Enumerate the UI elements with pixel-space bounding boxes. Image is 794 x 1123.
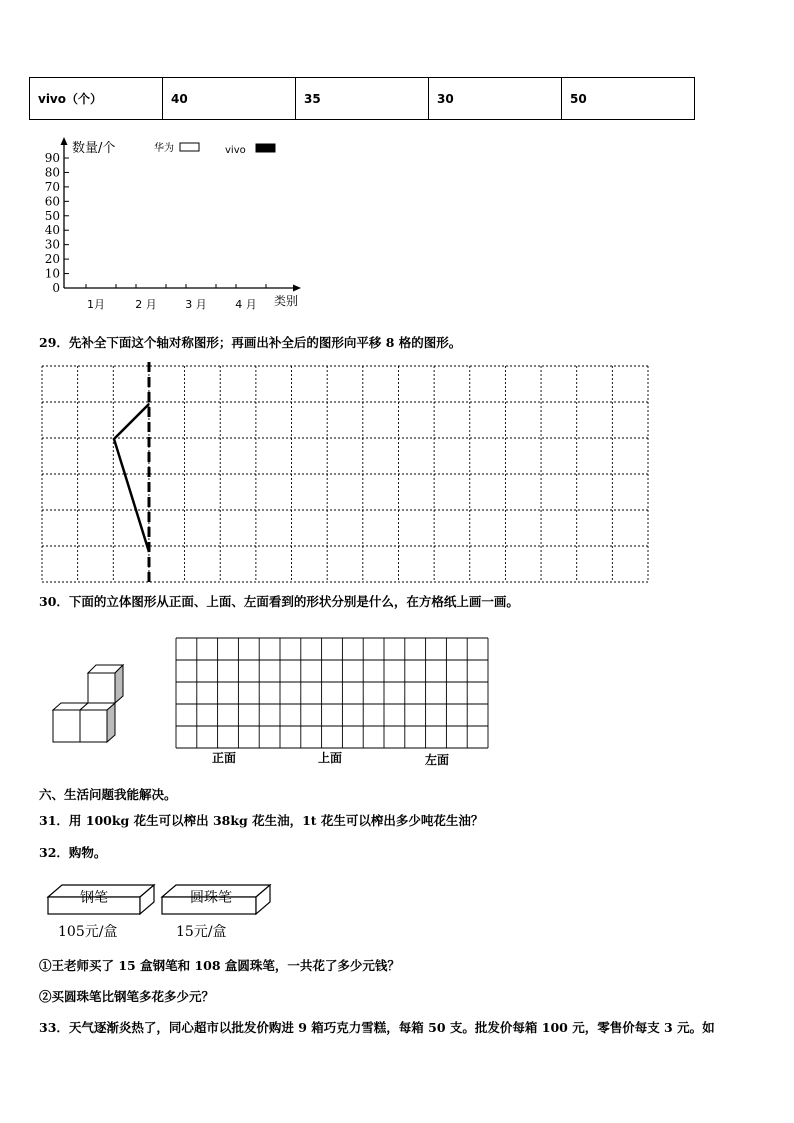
- question-32: 32．购物。: [39, 845, 107, 860]
- view-label-front: 正面: [212, 751, 237, 765]
- box-label-ballpen: 圆珠笔: [190, 890, 232, 906]
- question-31: 31．用 100kg 花生可以榨出 38kg 花生油，1t 花生可以榨出多少吨花生油？: [39, 813, 484, 828]
- table-cell: 30: [429, 78, 562, 120]
- legend-swatch-vivo: [256, 144, 275, 152]
- y-tick-label: 80: [44, 165, 60, 180]
- square-grid: [176, 638, 488, 748]
- view-label-top: 上面: [318, 751, 343, 765]
- x-category-label: 2 月: [135, 298, 157, 311]
- y-tick-label: 50: [44, 208, 60, 223]
- y-tick-label: 60: [44, 194, 60, 209]
- question-29: 29．先补全下面这个轴对称图形；再画出补全后的图形向平移 8 格的图形。: [39, 335, 462, 350]
- question-30: 30．下面的立体图形从正面、上面、左面看到的形状分别是什么，在方格纸上画一画。: [39, 594, 519, 609]
- x-axis-label: 类别: [274, 294, 299, 308]
- y-axis-arrow: [61, 137, 68, 145]
- legend-swatch-huawei: [180, 143, 199, 151]
- half-shape: [114, 404, 149, 552]
- views-grid: [174, 636, 490, 750]
- table-cell: 35: [296, 78, 429, 120]
- question-33: 33．天气逐渐炎热了，同心超市以批发价购进 9 箱巧克力雪糕，每箱 50 支。批发价每箱 100 元，零售价每支 3 元。如: [39, 1020, 715, 1035]
- y-tick-label: 10: [44, 266, 60, 281]
- price-pen: 105元/盒: [58, 924, 118, 940]
- x-category-label: 3 月: [185, 298, 207, 311]
- cube-solid-figure: [50, 660, 130, 744]
- empty-bar-chart: [30, 135, 330, 315]
- x-category-label: 1月: [87, 298, 105, 311]
- price-ballpen: 15元/盒: [176, 924, 227, 940]
- y-tick-label: 0: [52, 281, 60, 295]
- y-tick-label: 90: [44, 151, 60, 165]
- y-tick-label: 30: [44, 237, 60, 252]
- legend-label-vivo: vivo: [225, 145, 246, 156]
- table-row: [30, 78, 695, 120]
- y-axis-label: 数量/个: [72, 141, 116, 156]
- table-cell-label: vivo（个）: [30, 78, 163, 120]
- question-32-part-1: ①王老师买了 15 盒钢笔和 108 盒圆珠笔，一共花了多少元钱？: [39, 958, 400, 973]
- section-6-title: 六、生活问题我能解决。: [39, 787, 177, 802]
- y-ticks: [45, 151, 69, 295]
- symmetry-grid: [40, 362, 650, 586]
- y-tick-label: 20: [44, 252, 60, 267]
- data-table: [29, 77, 695, 120]
- table-cell: 50: [562, 78, 695, 120]
- legend-label-huawei: 华为: [154, 143, 174, 154]
- x-axis-arrow: [293, 285, 301, 292]
- question-32-part-2: ②买圆珠笔比钢笔多花多少元？: [39, 989, 215, 1004]
- box-label-pen: 钢笔: [80, 890, 108, 906]
- x-category-label: 4 月: [235, 298, 257, 311]
- y-tick-label: 70: [44, 179, 60, 194]
- table-cell: 40: [163, 78, 296, 120]
- dotted-grid: [42, 366, 648, 582]
- y-tick-label: 40: [44, 223, 60, 238]
- view-label-left: 左面: [425, 753, 450, 767]
